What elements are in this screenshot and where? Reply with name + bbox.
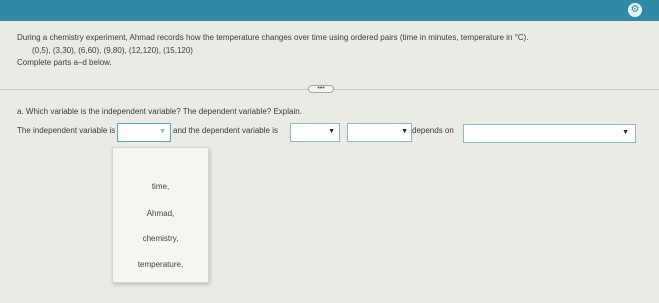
sentence-text-independent: The independent variable is xyxy=(17,126,116,135)
problem-intro: During a chemistry experiment, Ahmad records how the temperature changes over time using ordered pairs (time in minutes, temperature in °C). xyxy=(17,33,529,42)
dependent-variable-dropdown[interactable] xyxy=(290,123,340,142)
expand-more-button[interactable]: ••• xyxy=(308,85,334,93)
chevron-down-icon: ▼ xyxy=(622,129,629,136)
depends-on-dropdown[interactable] xyxy=(463,124,636,143)
sentence-text-depends-on: depends on xyxy=(412,126,454,135)
top-bar xyxy=(0,0,659,21)
chevron-down-icon: ▼ xyxy=(328,128,335,135)
dropdown-option-temperature[interactable]: temperature, xyxy=(137,260,184,269)
instructions: Complete parts a–d below. xyxy=(17,58,112,67)
chevron-down-icon: ▼ xyxy=(401,128,408,135)
dropdown-option-time[interactable]: time, xyxy=(151,182,170,191)
dropdown-option-chemistry[interactable]: chemistry, xyxy=(142,234,179,243)
gear-icon[interactable]: ⚙ xyxy=(628,3,642,17)
ordered-pairs: (0,5), (3,30), (6,60), (9,80), (12,120), (15,120) xyxy=(32,46,193,55)
explain-subject-dropdown[interactable] xyxy=(347,123,412,142)
chevron-down-icon: ▼ xyxy=(159,128,166,135)
dropdown-option-ahmad[interactable]: Ahmad, xyxy=(146,209,175,218)
independent-variable-dropdown[interactable] xyxy=(117,123,171,142)
dropdown-menu xyxy=(112,147,209,283)
part-a-question: a. Which variable is the independent variable? The dependent variable? Explain. xyxy=(17,107,302,116)
sentence-text-dependent: and the dependent variable is xyxy=(173,126,278,135)
